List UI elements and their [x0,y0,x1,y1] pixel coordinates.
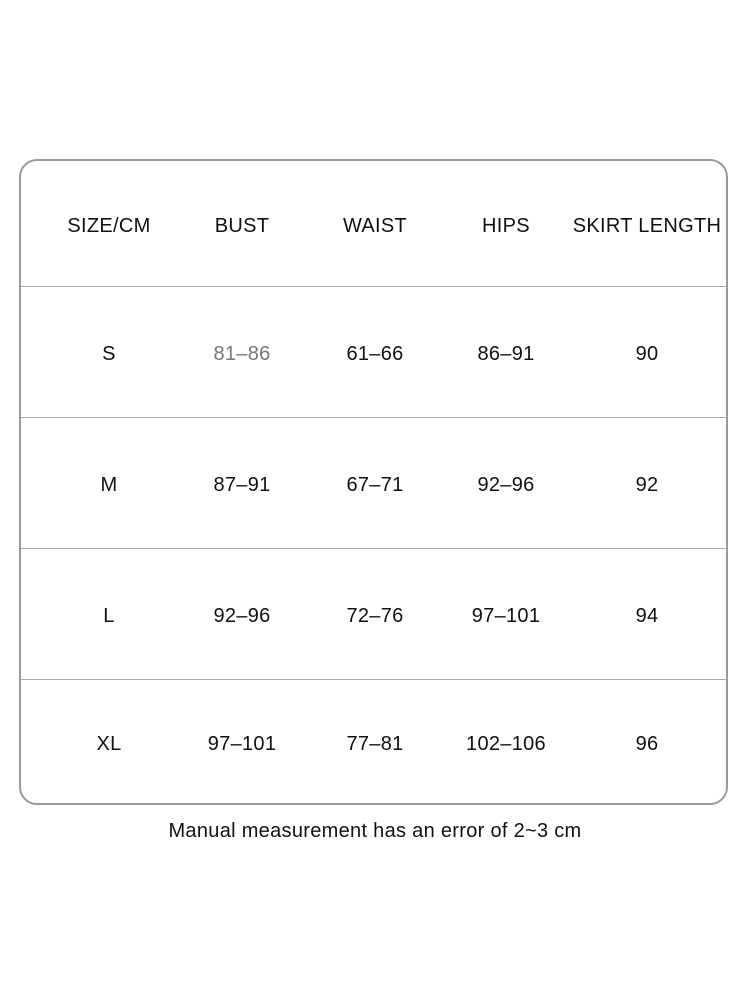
size-cell: M [100,474,118,496]
skirt-length-cell: 96 [635,733,659,755]
table-row [21,549,726,680]
bust-cell: 97–101 [207,733,277,755]
bust-cell: 92–96 [213,605,271,627]
skirt-length-cell: 90 [635,343,659,365]
bust-cell: 81–86 [213,343,271,365]
hips-cell: 97–101 [471,605,541,627]
measurement-note: Manual measurement has an error of 2~3 cm [168,820,582,842]
waist-cell: 61–66 [346,343,404,365]
skirt-length-cell: 92 [635,474,659,496]
header-waist: WAIST [342,214,408,237]
size-cell: S [102,343,116,365]
size-cell: L [103,605,115,627]
table-header-row [21,161,726,287]
table-row [21,680,726,805]
header-hips: HIPS [482,214,530,237]
header-bust: BUST [214,214,270,237]
size-cell: XL [96,733,122,755]
header-size: SIZE/CM [67,214,151,237]
size-chart-table [19,159,728,805]
waist-cell: 77–81 [346,733,404,755]
skirt-length-cell: 94 [635,605,659,627]
waist-cell: 67–71 [346,474,404,496]
table-row [21,418,726,549]
header-skirt-length: SKIRT LENGTH [572,214,722,237]
bust-cell: 87–91 [213,474,271,496]
hips-cell: 102–106 [466,733,546,755]
hips-cell: 92–96 [477,474,535,496]
waist-cell: 72–76 [346,605,404,627]
hips-cell: 86–91 [477,343,535,365]
table-row [21,287,726,418]
